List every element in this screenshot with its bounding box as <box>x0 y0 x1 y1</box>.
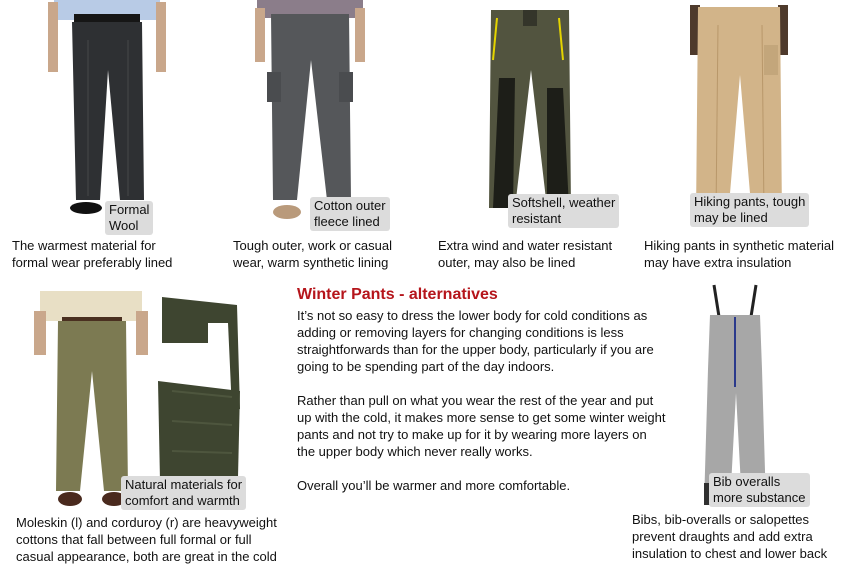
cotton-fleece-tag: Cotton outer fleece lined <box>310 197 390 231</box>
softshell-tag: Softshell, weather resistant <box>508 194 619 228</box>
softshell-caption: Extra wind and water resistant outer, may also be lined <box>438 238 613 270</box>
cargo-pants-image <box>255 0 365 225</box>
article-body <box>297 307 667 511</box>
natural-materials-tag: Natural materials for comfort and warmth <box>121 476 246 510</box>
softshell-pants-image <box>483 8 578 220</box>
hiking-pants-image <box>690 5 790 225</box>
formal-wool-caption: The warmest material for formal wear preferably lined <box>12 238 173 270</box>
bib-overalls-tag: Bib overalls more substance <box>709 473 810 507</box>
article-paragraph: Overall you’ll be warmer and more comfortable. <box>297 478 571 493</box>
hiking-caption: Hiking pants in synthetic material may have extra insulation <box>644 238 835 270</box>
formal-wool-pants-image <box>42 0 172 225</box>
cotton-fleece-caption: Tough outer, work or casual wear, warm synthetic lining <box>233 238 392 270</box>
article-title: Winter Pants - alternatives <box>297 286 498 303</box>
hiking-tag: Hiking pants, tough may be lined <box>690 193 809 227</box>
bib-overalls-caption: Bibs, bib-overalls or salopettes prevent draughts and add extra insulation to chest and lower back <box>632 512 828 561</box>
article-paragraph: Rather than pull on what you wear the rest of the year and put up with the cold, it makes more sense to get some winter weight pants and not try to make up for it by wearing more layers on the upper body which never really works. <box>297 393 666 459</box>
formal-wool-tag: Formal Wool <box>105 201 153 235</box>
moleskin-corduroy-caption: Moleskin (l) and corduroy (r) are heavyweight cottons that fall between full formal or full casual appearance, both are great in the cold <box>16 515 277 564</box>
article-paragraph: It’s not so easy to dress the lower body for cold conditions as adding or removing layers for changing conditions is less straightforwards than for the upper body, particularly if you are going to be spending part of the day indoors. <box>297 308 654 374</box>
